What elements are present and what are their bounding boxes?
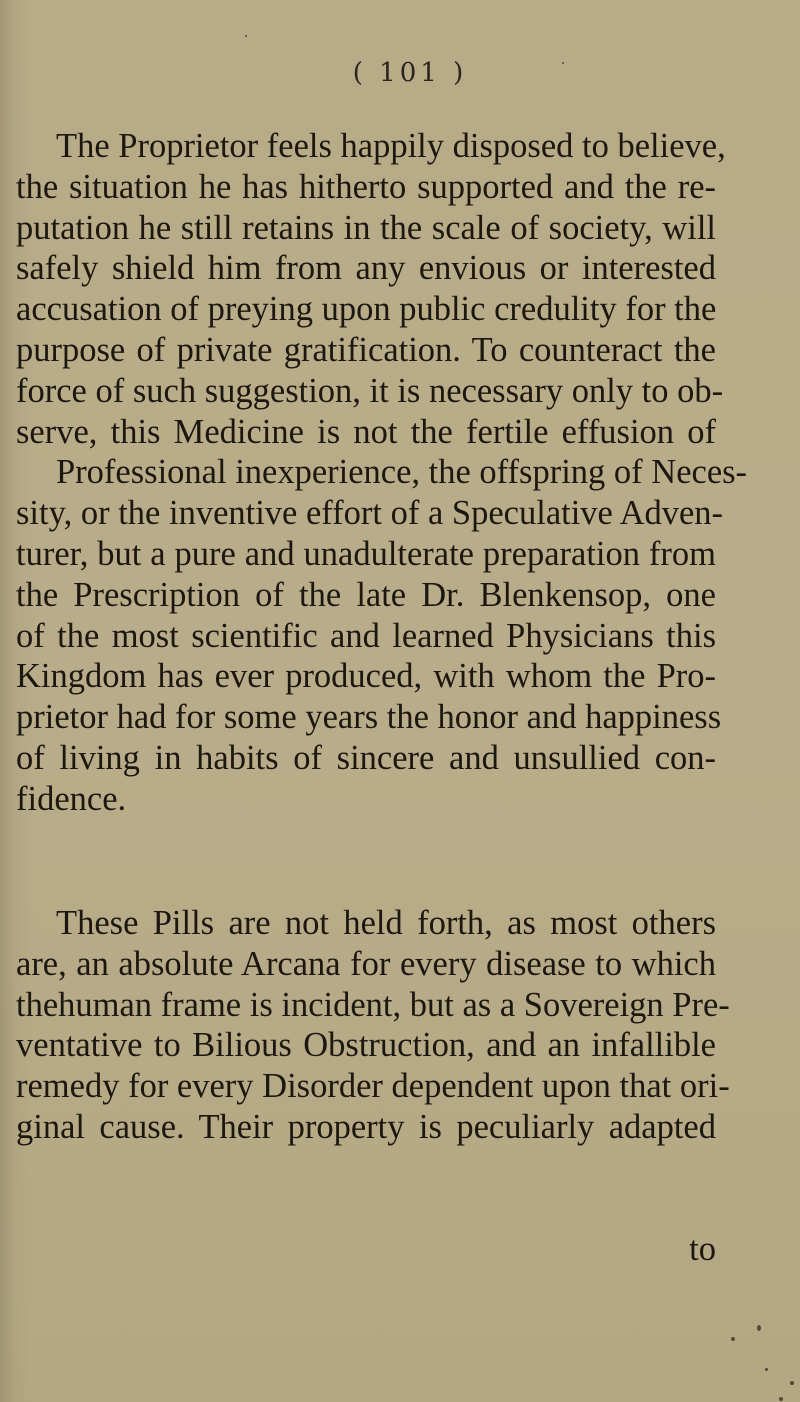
text-line: The Proprietor feels happily disposed to believe, <box>56 127 726 165</box>
text-line: of living in habits of sincere and unsullied con- <box>16 738 716 777</box>
paper-speck <box>779 1397 783 1401</box>
text-line: prietor had for some years the honor and happiness <box>16 698 722 737</box>
paper-speck <box>757 1325 761 1331</box>
text-line: serve, this Medicine is not the fertile effusion of <box>16 412 716 451</box>
paper-speck <box>562 62 564 64</box>
text-line: remedy for every Disorder dependent upon that ori- <box>16 1067 730 1106</box>
paragraph-pills-description <box>16 903 730 1148</box>
text-line: of the most scientific and learned Physicians this <box>16 616 716 655</box>
text-line: force of such suggestion, it is necessary only to ob- <box>16 371 724 410</box>
text-line: ginal cause. Their property is peculiarly adapted <box>16 1107 716 1146</box>
text-line: Professional inexperience, the offspring of Neces- <box>56 453 748 492</box>
text-line: Kingdom has ever produced, with whom the Pro- <box>16 657 716 696</box>
catchword: to <box>689 1230 716 1268</box>
text-line: turer, but a pure and unadulterate preparation from <box>16 534 716 573</box>
paper-speck <box>765 1368 768 1371</box>
text-line: sity, or the inventive effort of a Speculative Adven- <box>16 494 724 533</box>
text-line: the situation he has hitherto supported and the re- <box>16 167 716 206</box>
text-line: ventative to Bilious Obstruction, and an infallible <box>16 1026 716 1065</box>
paper-speck <box>245 35 247 37</box>
text-line: accusation of preying upon public credulity for the <box>16 290 717 329</box>
text-line: safely shield him from any envious or interested <box>16 249 716 288</box>
text-line: These Pills are not held forth, as most others <box>56 904 716 942</box>
text-line: purpose of private gratification. To counteract the <box>16 330 716 369</box>
paper-speck <box>731 1337 735 1341</box>
text-line: fidence. <box>16 779 127 818</box>
paragraph-proprietor-statement <box>16 126 748 820</box>
text-line: putation he still retains in the scale of society, will <box>16 208 716 247</box>
text-line: thehuman frame is incident, but as a Sovereign Pre- <box>16 985 730 1024</box>
text-line: the Prescription of the late Dr. Blenkensop, one <box>16 575 716 614</box>
page-number: ( 101 ) <box>352 58 468 88</box>
text-line: are, an absolute Arcana for every disease to which <box>16 944 716 983</box>
paper-speck <box>790 1381 794 1385</box>
